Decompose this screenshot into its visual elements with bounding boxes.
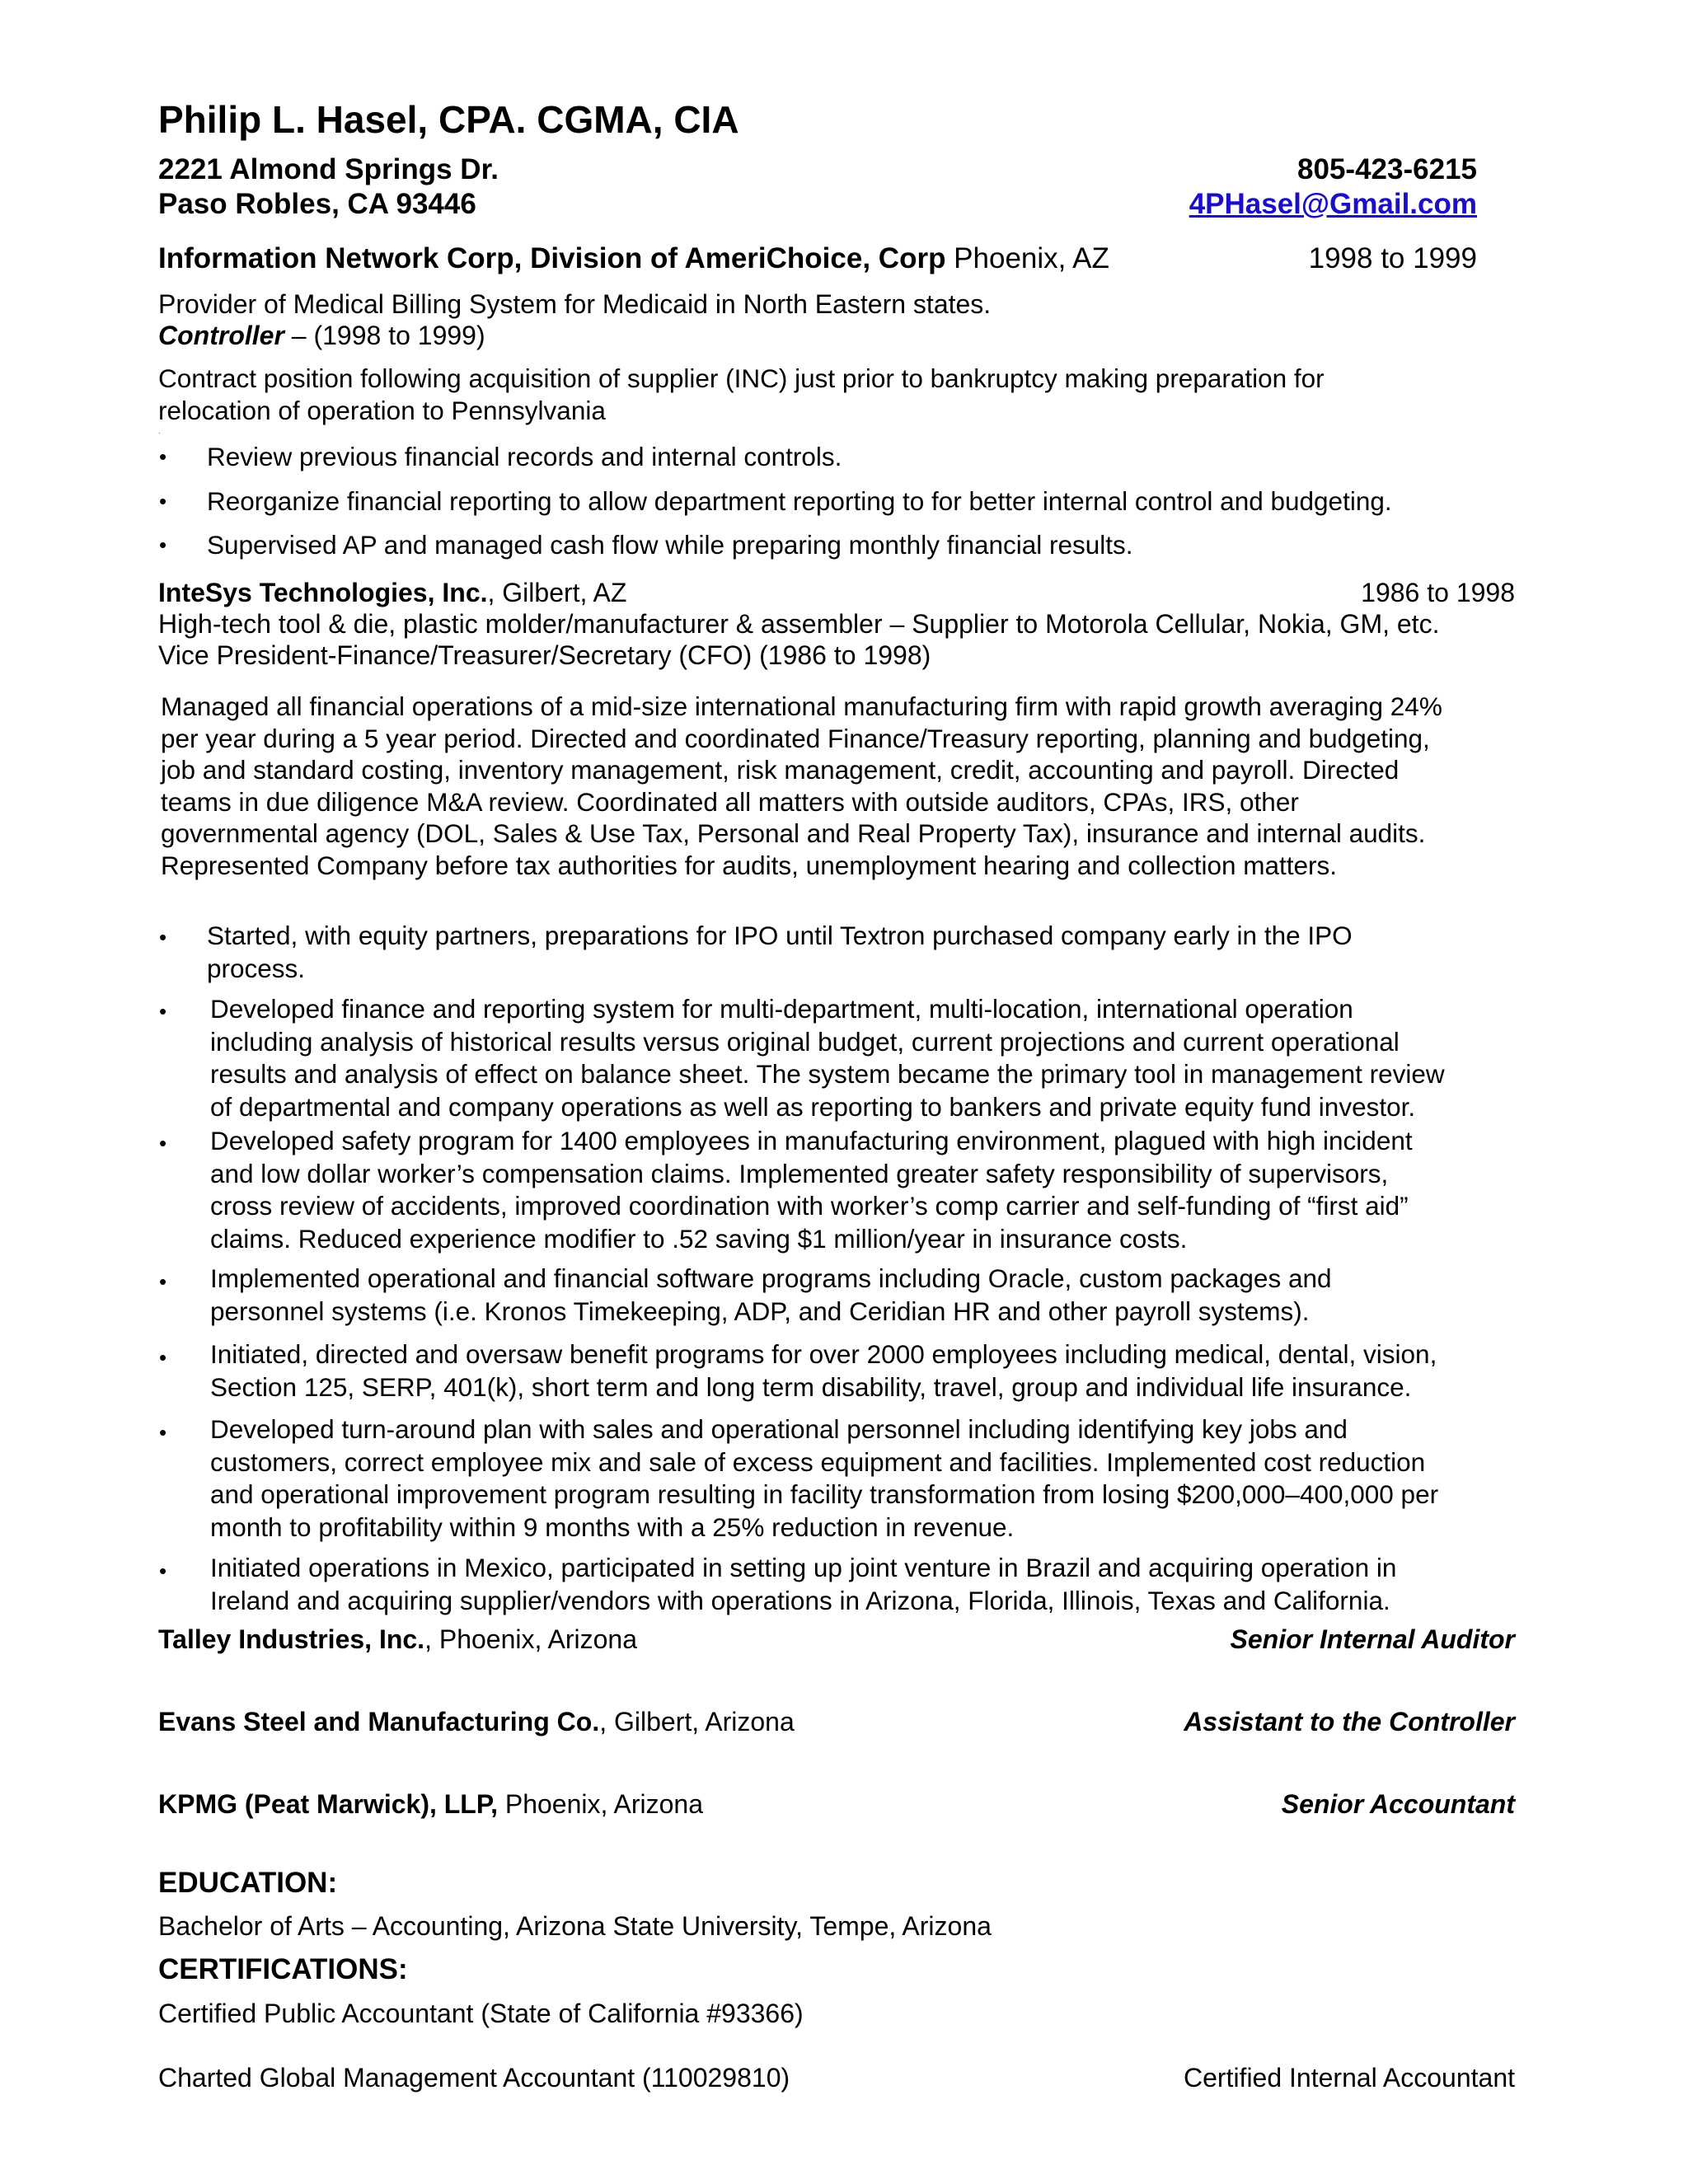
job4-location: , Gilbert, Arizona <box>599 1707 795 1736</box>
cert-cpa: Certified Public Accountant (State of California #93366) <box>158 1999 804 2028</box>
job2-summary <box>161 691 1442 882</box>
job2-bullet-line: process. <box>207 953 306 983</box>
job1-title-line <box>158 320 485 352</box>
job2-bullet-line: Ireland and acquiring supplier/vendors with operations in Arizona, Florida, Illinois, Texas and California. <box>210 1585 1390 1615</box>
job3-location: , Phoenix, Arizona <box>424 1624 637 1654</box>
job1-bullet: Reorganize financial reporting to allow department reporting to for better internal control and budgeting. <box>207 486 1392 516</box>
job2-bullet-line: and low dollar worker’s compensation claims. Implemented greater safety responsibility of supervisors, <box>210 1158 1389 1188</box>
address-line-1: 2221 Almond Springs Dr. <box>158 153 499 185</box>
job3-title: Senior Internal Auditor <box>1230 1624 1515 1654</box>
job1-description: Provider of Medical Billing System for Medicaid in North Eastern states. <box>158 289 992 319</box>
job2-bullet <box>210 993 1445 1123</box>
bullet-icon: • <box>159 444 167 469</box>
job5-location: Phoenix, Arizona <box>497 1789 703 1819</box>
job1-location: Phoenix, AZ <box>945 242 1109 274</box>
job1-dates: 1998 to 1999 <box>1308 242 1477 274</box>
bullet-icon: • <box>159 1269 167 1294</box>
bullet-icon: • <box>159 489 167 513</box>
job2-summary-line: Managed all financial operations of a mid-size international manufacturing firm with rapid growth averaging 24% <box>161 691 1442 721</box>
job2-bullet <box>207 920 1353 985</box>
job2-bullet-line: Initiated operations in Mexico, participated in setting up joint venture in Brazil and acquiring operation in <box>210 1553 1397 1582</box>
job3-company: Talley Industries, Inc. <box>158 1624 425 1654</box>
job2-bullet-line: month to profitability within 9 months with a 25% reduction in revenue. <box>210 1511 1015 1542</box>
job5-title: Senior Accountant <box>1281 1789 1515 1819</box>
job2-bullet-line: cross review of accidents, improved coordination with worker’s comp carrier and self-funding of “first aid” <box>210 1191 1409 1221</box>
job5-heading <box>158 1788 703 1821</box>
job4-company: Evans Steel and Manufacturing Co. <box>158 1707 600 1736</box>
job2-bullet-line: Developed turn-around plan with sales and operational personnel including identifying key jobs and <box>210 1414 1348 1444</box>
job1-title-dates: – (1998 to 1999) <box>284 321 485 350</box>
cert-cgma: Charted Global Management Accountant (110029810) <box>158 2063 790 2093</box>
education-degree: Bachelor of Arts – Accounting, Arizona State University, Tempe, Arizona <box>158 1911 992 1941</box>
job2-bullet-line: Implemented operational and financial software programs including Oracle, custom packages and <box>210 1263 1332 1293</box>
job1-heading <box>158 242 1109 275</box>
certifications-heading: CERTIFICATIONS: <box>158 1953 408 1985</box>
job2-summary-line: Represented Company before tax authorities for audits, unemployment hearing and collection matters. <box>161 850 1338 880</box>
bullet-icon: • <box>159 1131 167 1155</box>
job1-summary-line: Contract position following acquisition of supplier (INC) just prior to bankruptcy making preparation for <box>158 363 1325 393</box>
job2-bullet <box>210 1338 1437 1404</box>
job2-bullet-line: Developed safety program for 1400 employees in manufacturing environment, plagued with high incident <box>210 1126 1413 1155</box>
bullet-icon: • <box>159 1345 167 1370</box>
job2-company: InteSys Technologies, Inc. <box>158 578 488 607</box>
bullet-icon: • <box>159 999 167 1024</box>
email-link[interactable]: 4PHasel@Gmail.com <box>1189 188 1477 220</box>
job1-summary-line: relocation of operation to Pennsylvania <box>158 395 606 425</box>
job2-heading <box>158 577 626 609</box>
job4-title: Assistant to the Controller <box>1184 1707 1515 1736</box>
job2-bullet <box>210 1413 1438 1544</box>
job2-bullet <box>210 1125 1413 1255</box>
candidate-name: Philip L. Hasel, CPA. CGMA, CIA <box>158 98 739 141</box>
bullet-icon: • <box>159 1420 167 1445</box>
job2-bullet-line: Initiated, directed and oversaw benefit programs for over 2000 employees including medical, dental, vision, <box>210 1339 1437 1369</box>
stray-mark: . <box>158 427 161 436</box>
job2-title: Vice President-Finance/Treasurer/Secretary (CFO) (1986 to 1998) <box>158 640 931 670</box>
job2-summary-line: teams in due diligence M&A review. Coordinated all matters with outside auditors, CPAs, IRS, other <box>161 786 1299 817</box>
job4-heading <box>158 1706 795 1738</box>
bullet-icon: • <box>159 925 167 949</box>
bullet-icon: • <box>159 532 167 557</box>
job1-company: Information Network Corp, Division of AmeriChoice, Corp <box>158 242 946 274</box>
job2-bullet-line: Developed finance and reporting system for multi-department, multi-location, international operation <box>210 994 1353 1024</box>
job2-bullet-line: customers, correct employee mix and sale of excess equipment and facilities. Implemented cost reduction <box>210 1446 1426 1477</box>
job2-bullet-line: personnel systems (i.e. Kronos Timekeeping, ADP, and Ceridian HR and other payroll systems). <box>210 1296 1310 1326</box>
address-line-2: Paso Robles, CA 93446 <box>158 188 476 220</box>
job2-dates: 1986 to 1998 <box>1361 578 1515 607</box>
job5-company: KPMG (Peat Marwick), LLP, <box>158 1789 498 1819</box>
job1-title: Controller <box>158 321 284 350</box>
job2-bullet-line: of departmental and company operations as well as reporting to bankers and private equity fund investor. <box>210 1091 1416 1122</box>
job2-summary-line: job and standard costing, inventory management, risk management, credit, accounting and payroll. Directed <box>161 755 1400 785</box>
job2-bullet-line: Section 125, SERP, 401(k), short term and long term disability, travel, group and individual life insurance. <box>210 1371 1412 1402</box>
job2-bullet-line: Started, with equity partners, preparations for IPO until Textron purchased company early in the IPO <box>207 921 1353 950</box>
education-heading: EDUCATION: <box>158 1867 338 1899</box>
job2-bullet <box>210 1263 1332 1328</box>
job2-bullet-line: results and analysis of effect on balance sheet. The system became the primary tool in management review <box>210 1059 1445 1089</box>
phone-number: 805-423-6215 <box>1297 153 1477 185</box>
job1-bullet: Supervised AP and managed cash flow while preparing monthly financial results. <box>207 530 1133 560</box>
job2-summary-line: per year during a 5 year period. Directed and coordinated Finance/Treasury reporting, planning and budgeting, <box>161 723 1430 753</box>
job2-bullet-line: claims. Reduced experience modifier to .52 saving $1 million/year in insurance costs. <box>210 1223 1188 1254</box>
job2-description: High-tech tool & die, plastic molder/manufacturer & assembler – Supplier to Motorola Cellular, Nokia, GM, etc. <box>158 609 1440 639</box>
job1-summary <box>158 363 1325 426</box>
job2-bullet <box>210 1552 1396 1617</box>
job1-bullet: Review previous financial records and internal controls. <box>207 442 842 471</box>
job2-bullet-line: including analysis of historical results versus original budget, current projections and current operational <box>210 1026 1400 1057</box>
cert-cia: Certified Internal Accountant <box>1183 2063 1515 2093</box>
job2-summary-line: governmental agency (DOL, Sales & Use Tax, Personal and Real Property Tax), insurance and internal audits. <box>161 818 1426 849</box>
job2-bullet-line: and operational improvement program resulting in facility transformation from losing $200,000–400,000 per <box>210 1479 1439 1509</box>
bullet-icon: • <box>159 1558 167 1583</box>
job3-heading <box>158 1624 637 1656</box>
job2-location: , Gilbert, AZ <box>487 578 627 607</box>
